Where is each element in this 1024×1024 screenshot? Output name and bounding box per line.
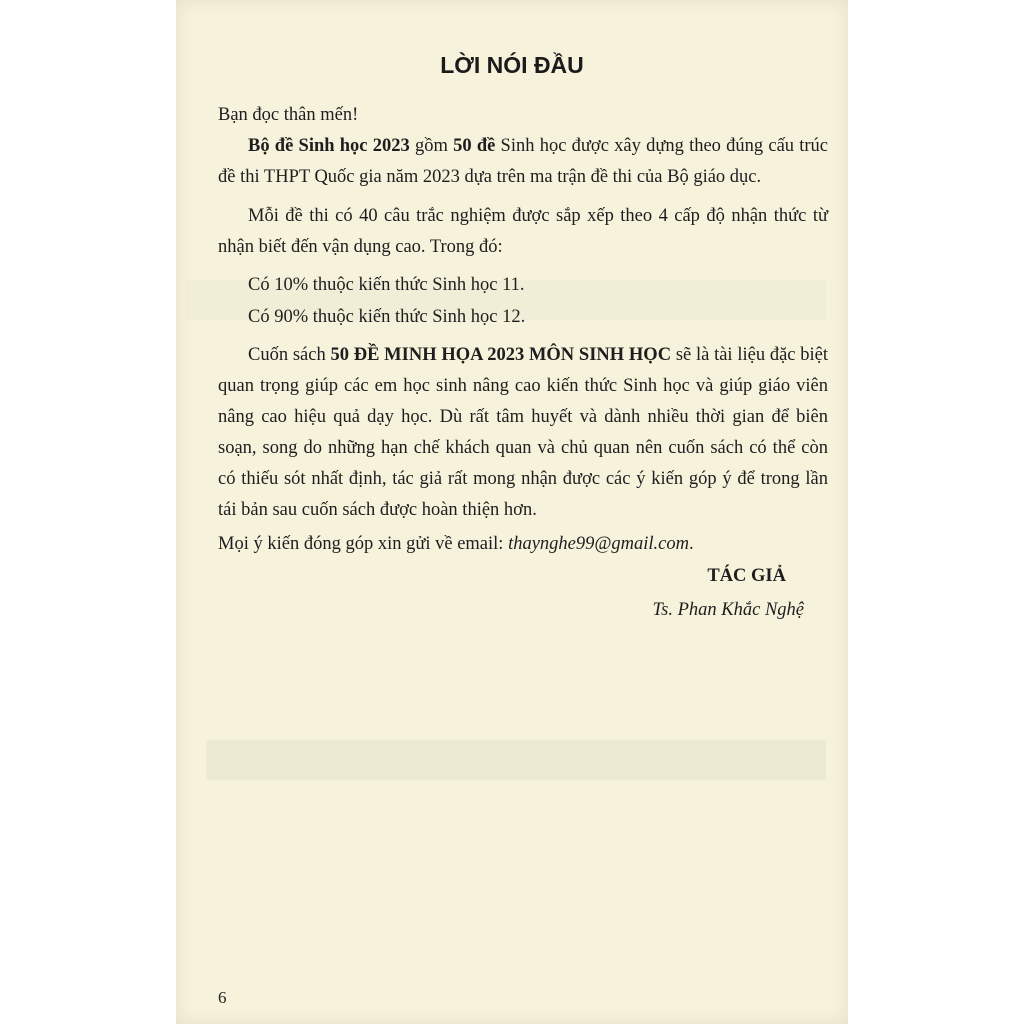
paragraph-text: sẽ là tài liệu đặc biệt quan trọng giúp các em học sinh nâng cao kiến thức Sinh học và giúp giáo viên nâng cao hiệu quả dạy học. Dù rất tâm huyết và dành nhiều thời gian để biên soạn, song do những hạn chế khách quan và chủ quan nên cuốn sách có thể còn có thiếu sót nhất định, tác giả rất mong nhận được các ý kiến góp ý để trong lần tái bản sau cuốn sách được hoàn thiện hơn. — [218, 345, 828, 520]
paragraph-book-purpose — [218, 340, 828, 526]
book-title-bold: 50 ĐỀ MINH HỌA 2023 MÔN SINH HỌC — [330, 345, 672, 365]
contact-text: Mọi ý kiến đóng góp xin gửi về email: — [218, 534, 509, 554]
greeting: Bạn đọc thân mến! — [218, 105, 359, 125]
contact-line — [218, 529, 828, 560]
contact-end: . — [689, 534, 694, 554]
exam-count: 50 đề — [453, 136, 496, 156]
paragraph-text: Sinh học được xây dựng theo đúng cấu trúc đề thi THPT Quốc gia năm 2023 dựa trên ma trận đề thi của Bộ giáo dục. — [218, 136, 829, 187]
email-address: thaynghe99@gmail.com — [508, 534, 689, 554]
list-item: Có 90% thuộc kiến thức Sinh học 12. — [248, 307, 526, 327]
book-name: Bộ đề Sinh học 2023 — [248, 136, 410, 156]
bleed-through-shade — [206, 740, 826, 780]
book-page — [176, 0, 848, 1024]
paragraph-text: Cuốn sách — [248, 345, 331, 365]
paragraph-structure: Mỗi đề thi có 40 câu trắc nghiệm được sắp xếp theo 4 cấp độ nhận thức từ nhận biết đến vận dụng cao. Trong đó: — [218, 206, 828, 257]
paragraph-text: gồm — [409, 136, 454, 156]
list-item: Có 10% thuộc kiến thức Sinh học 11. — [248, 275, 525, 295]
page-number: 6 — [218, 988, 227, 1007]
page-title: LỜI NÓI ĐẦU — [440, 52, 584, 78]
author-label: TÁC GIẢ — [707, 566, 786, 586]
author-name: Ts. Phan Khắc Nghệ — [652, 600, 804, 620]
paragraph-intro — [218, 131, 828, 193]
